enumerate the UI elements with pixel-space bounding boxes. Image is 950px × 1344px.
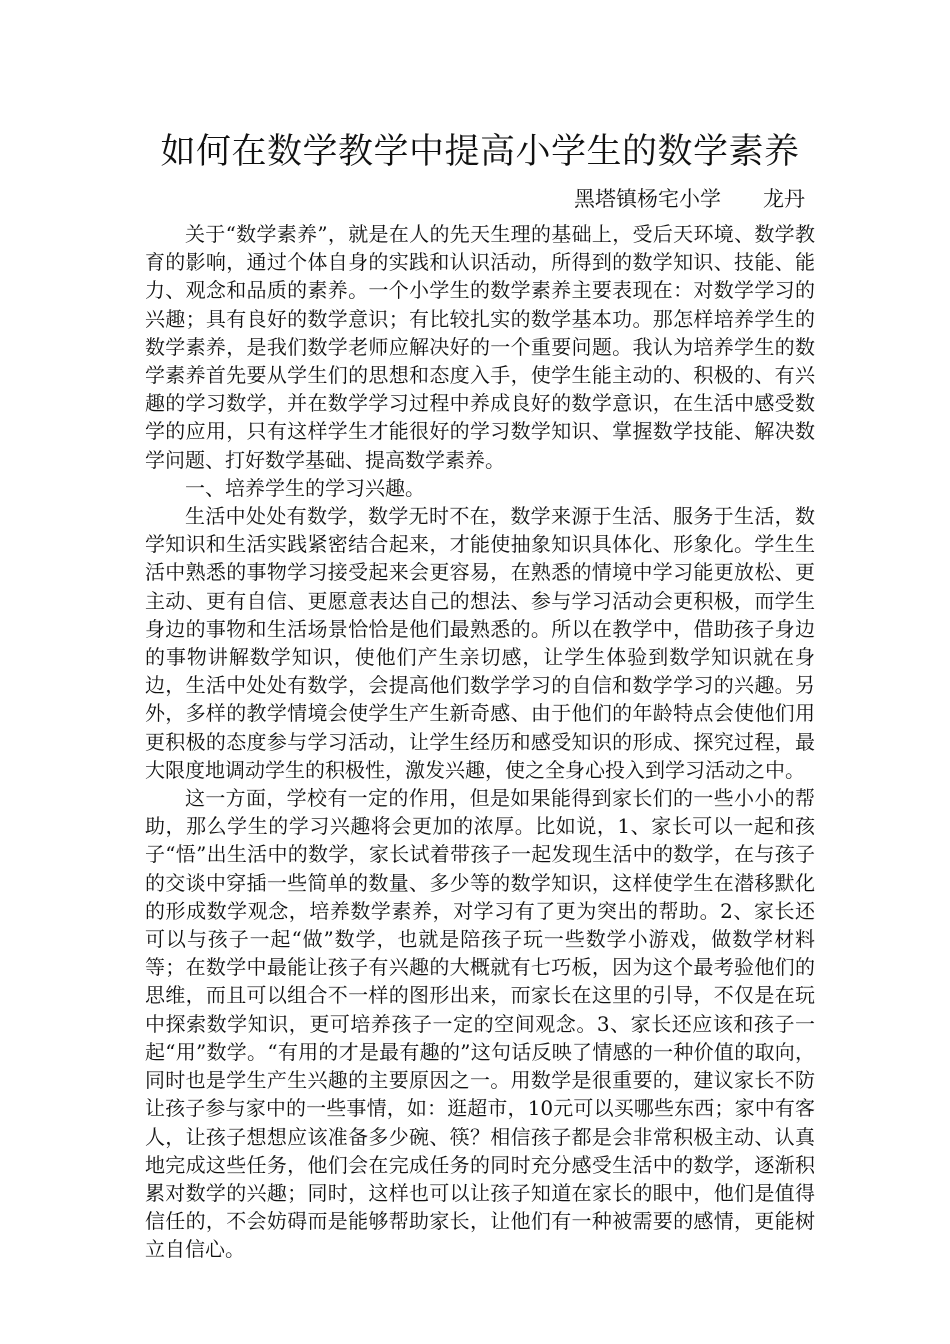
- paragraph-life-math: 生活中处处有数学，数学无时不在，数学来源于生活、服务于生活，数学知识和生活实践紧密结合起来，才能使抽象知识具体化、形象化。学生生活中熟悉的事物学习接受起来会更容易，在熟悉的情境中学习能更放松、更主动、更有自信、更愿意表达自己的想法、参与学习活动会更积极，而学生身边的事物和生活场景恰恰是他们最熟悉的。所以在教学中，借助孩子身边的事物讲解数学知识，使他们产生亲切感，让学生体验到数学知识就在身边，生活中处处有数学，会提高他们数学学习的自信和数学学习的兴趣。另外，多样的教学情境会使学生产生新奇感、由于他们的年龄特点会使他们用更积极的态度参与学习活动，让学生经历和感受知识的形成、探究过程，最大限度地调动学生的积极性，激发兴趣，使之全身心投入到学习活动之中。: [145, 504, 815, 782]
- byline-school: 黑塔镇杨宅小学: [574, 187, 721, 211]
- document-title: 如何在数学教学中提高小学生的数学素养: [160, 132, 800, 172]
- byline: [145, 182, 815, 216]
- paragraph-parents: 这一方面，学校有一定的作用，但是如果能得到家长们的一些小小的帮助，那么学生的学习兴趣将会更加的浓厚。比如说，1、家长可以一起和孩子“悟”出生活中的数学，家长试着带孩子一起发现生活中的数学，在与孩子的交谈中穿插一些简单的数量、多少等的数学知识，这样使学生在潜移默化的形成数学观念，培养数学素养，对学习有了更为突出的帮助。2、家长还可以与孩子一起“做”数学，也就是陪孩子玩一些数学小游戏，做数学材料等；在数学中最能让孩子有兴趣的大概就有七巧板，因为这个最考验他们的思维，而且可以组合不一样的图形出来，而家长在这里的引导，不仅是在玩中探索数学知识，更可培养孩子一定的空间观念。3、家长还应该和孩子一起“用”数学。“有用的才是最有趣的”这句话反映了情感的一种价值的取向，同时也是学生产生兴趣的主要原因之一。用数学是很重要的，建议家长不防让孩子参与家中的一些事情，如：逛超市，10元可以买哪些东西；家中有客人，让孩子想想应该准备多少碗、筷？相信孩子都是会非常积极主动、认真地完成这些任务，他们会在完成任务的同时充分感受生活中的数学，逐渐积累对数学的兴趣；同时，这样也可以让孩子知道在家长的眼中，他们是值得信任的，不会妨碍而是能够帮助家长，让他们有一种被需要的感情，更能树立自信心。: [145, 786, 815, 1262]
- paragraph-intro: 关于“数学素养”，就是在人的先天生理的基础上，受后天环境、数学教育的影响，通过个体自身的实践和认识活动，所得到的数学知识、技能、能力、观念和品质的素养。一个小学生的数学素养主要表现在：对数学学习的兴趣；具有良好的数学意识；有比较扎实的数学基本功。那怎样培养学生的数学素养，是我们数学老师应解决好的一个重要问题。我认为培养学生的数学素养首先要从学生们的思想和态度入手，使学生能主动的、积极的、有兴趣的学习数学，并在数学学习过程中养成良好的数学意识，在生活中感受数学的应用，只有这样学生才能很好的学习数学知识、掌握数学技能、解决数学问题、打好数学基础、提高数学素养。: [145, 222, 815, 472]
- document-page: [145, 126, 815, 1264]
- byline-author: 龙丹: [763, 187, 805, 211]
- document-body: [145, 220, 815, 1264]
- section-heading-1: 一、培养学生的学习兴趣。: [185, 475, 425, 500]
